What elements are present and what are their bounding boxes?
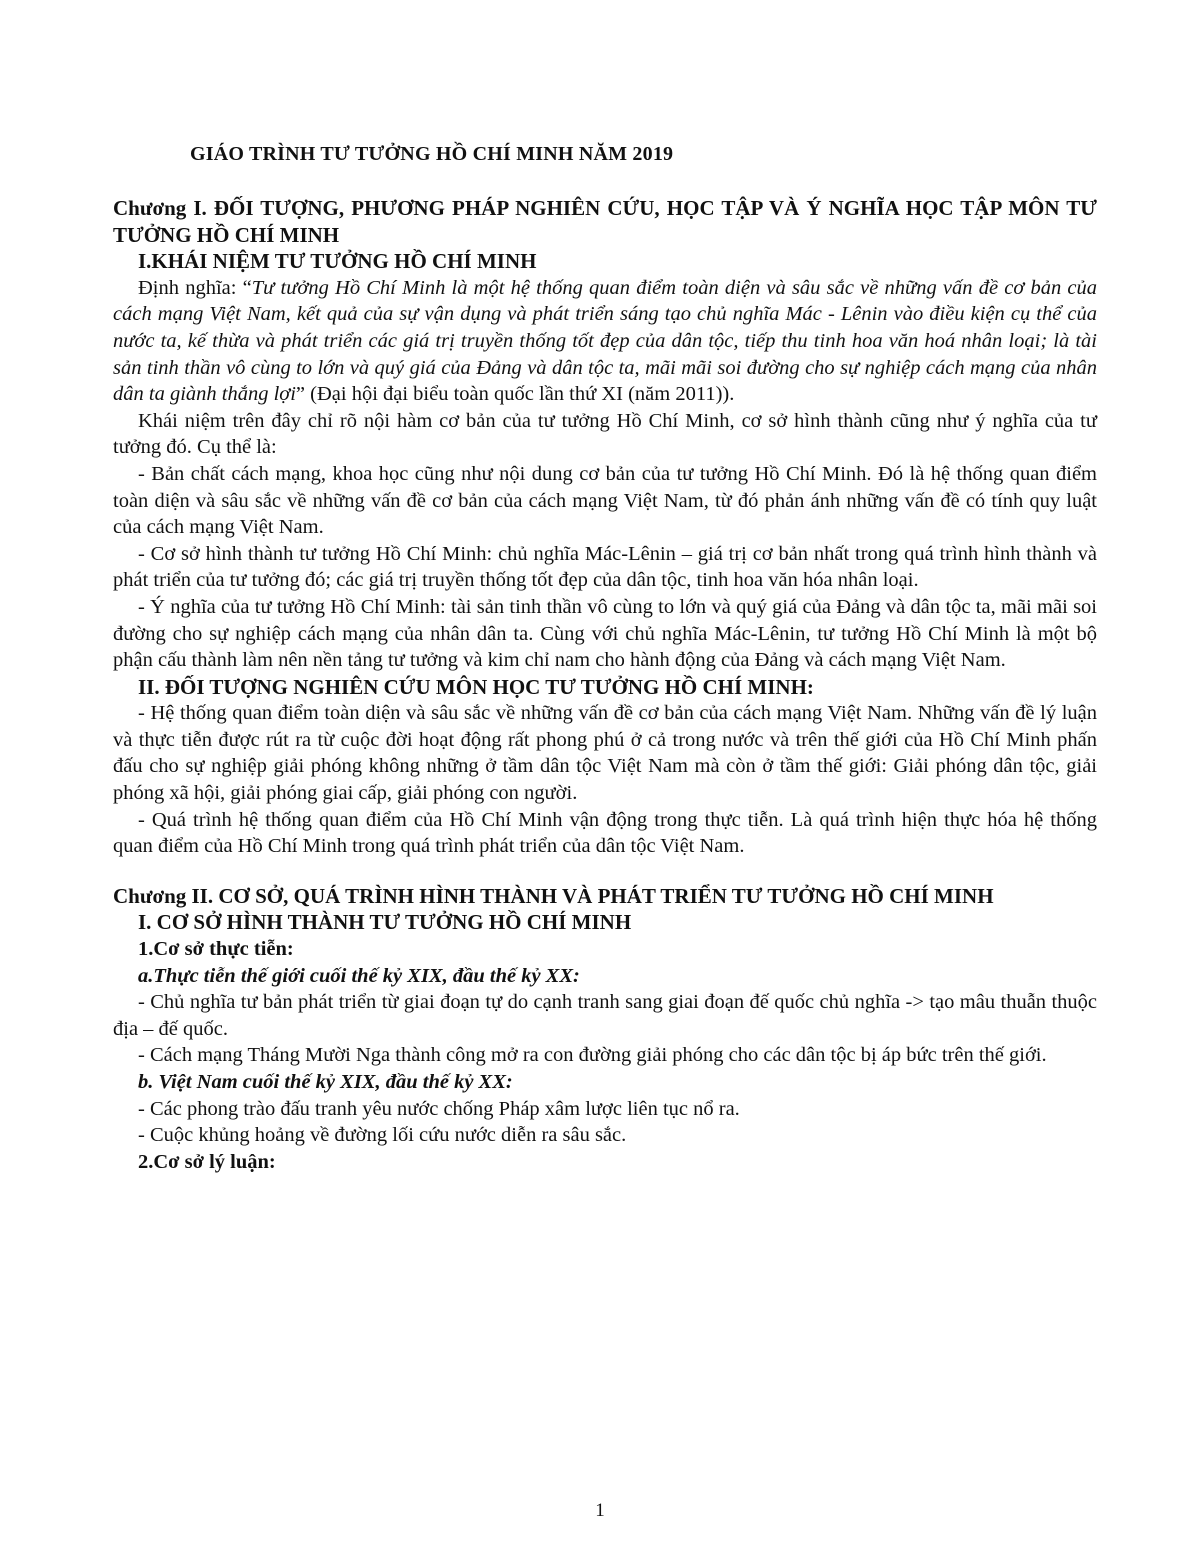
page-number: 1: [595, 1500, 605, 1521]
body-paragraph: - Bản chất cách mạng, khoa học cũng như nội dung cơ bản của tư tưởng Hồ Chí Minh. Đó là hệ thống quan điểm toàn diện và sâu sắc về những vấn đề cơ bản của cách mạng Việt Nam, từ đó phản ánh những vấn đề có tính quy luật của cách mạng Việt Nam.: [113, 462, 1097, 539]
subsection-heading: a.Thực tiễn thế giới cuối thế kỷ XIX, đầu thế kỷ XX:: [138, 964, 580, 987]
section-gap: [113, 860, 1097, 883]
subsection-heading: 1.Cơ sở thực tiễn:: [138, 938, 294, 961]
definition-paragraph: [113, 275, 1097, 408]
body-paragraph: - Chủ nghĩa tư bản phát triển từ giai đoạn tự do cạnh tranh sang giai đoạn đế quốc chủ nghĩa -> tạo mâu thuẫn thuộc địa – đế quốc.: [113, 991, 1097, 1040]
body-paragraph: - Hệ thống quan điểm toàn diện và sâu sắc về những vấn đề cơ bản của cách mạng Việt Nam. Những vấn đề lý luận và thực tiễn được rút ra từ cuộc đời hoạt động rất phong phú ở cả trong nước và trên thế giới của Hồ Chí Minh phấn đấu cho sự nghiệp giải phóng không những ở tầm dân tộc Việt Nam mà còn ở tầm thế giới: Giải phóng dân tộc, giải phóng xã hội, giải phóng giai cấp, giải phóng con người.: [113, 702, 1097, 805]
body-paragraph: - Cuộc khủng hoảng về đường lối cứu nước diễn ra sâu sắc.: [138, 1124, 627, 1147]
chapter-2-heading: Chương II. CƠ SỞ, QUÁ TRÌNH HÌNH THÀNH VÀ PHÁT TRIỂN TƯ TƯỞNG HỒ CHÍ MINH: [113, 883, 994, 908]
subsection-heading: 2.Cơ sở lý luận:: [138, 1150, 276, 1173]
chapter-2-section-1-heading: I. CƠ SỞ HÌNH THÀNH TƯ TƯỞNG HỒ CHÍ MINH: [138, 910, 632, 935]
document-title: GIÁO TRÌNH TƯ TƯỞNG HỒ CHÍ MINH NĂM 2019: [190, 143, 674, 165]
definition-quote: Tư tưởng Hồ Chí Minh là một hệ thống quan điểm toàn diện và sâu sắc về những vấn đề cơ bản của cách mạng Việt Nam, kết quả của sự vận dụng và phát triển sáng tạo chủ nghĩa Mác - Lênin vào điều kiện cụ thể của nước ta, kế thừa và phát triển các giá trị truyền thống tốt đẹp của dân tộc, tiếp thu tinh hoa văn hoá nhân loại; là tài sản tinh thần vô cùng to lớn và quý giá của Đảng và dân tộc ta, mãi mãi soi đường cho sự nghiệp cách mạng của nhân dân ta giành thắng lợi: [113, 276, 1098, 406]
definition-source: ” (Đại hội đại biểu toàn quốc lần thứ XI (năm 2011)).: [295, 383, 735, 406]
definition-label: Định nghĩa: “: [138, 276, 252, 299]
subsection-heading: b. Việt Nam cuối thế kỷ XIX, đầu thế kỷ XX:: [138, 1071, 513, 1093]
body-paragraph: - Cách mạng Tháng Mười Nga thành công mở ra con đường giải phóng cho các dân tộc bị áp bức trên thế giới.: [138, 1044, 1047, 1067]
document-body: [113, 195, 1097, 1175]
chapter-1-section-2-heading: II. ĐỐI TƯỢNG NGHIÊN CỨU MÔN HỌC TƯ TƯỞNG HỒ CHÍ MINH:: [138, 674, 814, 699]
body-paragraph: - Ý nghĩa của tư tưởng Hồ Chí Minh: tài sản tinh thần vô cùng to lớn và quý giá của Đảng và dân tộc ta, mãi mãi soi đường cho sự nghiệp cách mạng của nhân dân ta. Cùng với chủ nghĩa Mác-Lênin, tư tưởng Hồ Chí Minh là một bộ phận cấu thành làm nên nền tảng tư tưởng và kim chỉ nam cho hành động của Đảng và cách mạng Việt Nam.: [113, 595, 1097, 672]
chapter-1-heading: Chương I. ĐỐI TƯỢNG, PHƯƠNG PHÁP NGHIÊN CỨU, HỌC TẬP VÀ Ý NGHĨA HỌC TẬP MÔN TƯ TƯỞNG HỒ CHÍ MINH: [113, 196, 1097, 247]
body-paragraph: - Cơ sở hình thành tư tưởng Hồ Chí Minh: chủ nghĩa Mác-Lênin – giá trị cơ bản nhất trong quá trình hình thành và phát triển của tư tưởng đó; các giá trị truyền thống tốt đẹp của dân tộc, tinh hoa văn hóa nhân loại.: [113, 542, 1097, 592]
chapter-1-section-1-heading: I.KHÁI NIỆM TƯ TƯỞNG HỒ CHÍ MINH: [138, 249, 537, 274]
body-paragraph: - Các phong trào đấu tranh yêu nước chống Pháp xâm lược liên tục nổ ra.: [138, 1097, 740, 1120]
body-paragraph: Khái niệm trên đây chỉ rõ nội hàm cơ bản của tư tưởng Hồ Chí Minh, cơ sở hình thành cũng như ý nghĩa của tư tưởng đó. Cụ thể là:: [113, 409, 1097, 459]
body-paragraph: - Quá trình hệ thống quan điểm của Hồ Chí Minh vận động trong thực tiễn. Là quá trình hiện thực hóa hệ thống quan điểm của Hồ Chí Minh trong quá trình phát triển của dân tộc Việt Nam.: [113, 808, 1097, 858]
